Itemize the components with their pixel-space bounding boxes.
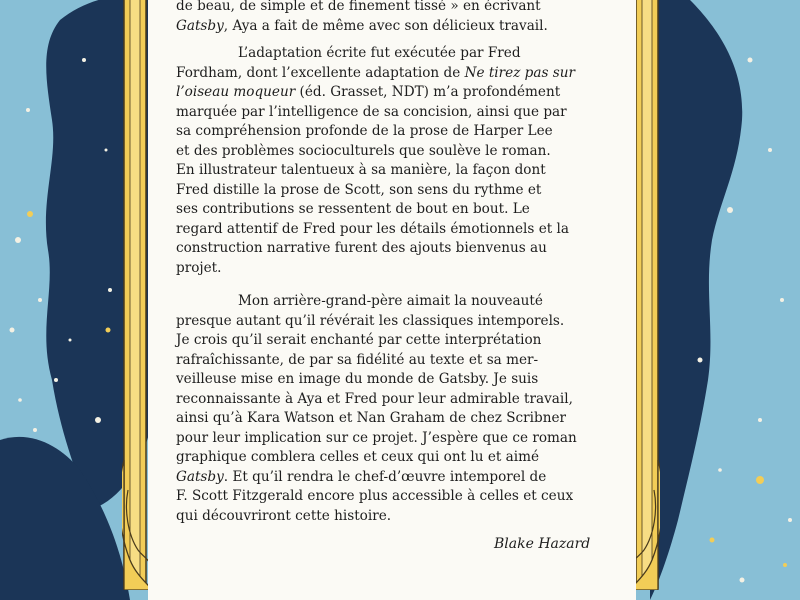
text-run: presque autant qu’il révérait les classiques intemporels.: [176, 312, 565, 329]
text-line: [176, 0, 541, 17]
text-run: pour leur implication sur ce projet. J’espère que ce roman: [176, 429, 577, 446]
text-line: [176, 64, 575, 84]
text-line: [238, 292, 543, 312]
text-line: [176, 161, 546, 181]
text-line: [176, 239, 547, 259]
text-run: Fordham, dont l’excellente adaptation de: [176, 64, 465, 81]
text-line: [238, 44, 521, 64]
italic-title: l’oiseau moqueur: [176, 84, 296, 100]
signature: Blake Hazard: [494, 536, 591, 552]
text-line: [176, 122, 553, 142]
text-run: L’adaptation écrite fut exécutée par Fred: [238, 45, 521, 61]
text-run: qui découvriront cette histoire.: [176, 507, 392, 524]
text-run: construction narrative furent des ajouts bienvenus au: [176, 240, 547, 256]
text-run: Mon arrière-grand-père aimait la nouveauté: [238, 293, 543, 309]
text-run: En illustrateur talentueux à sa manière, la façon dont: [176, 162, 546, 178]
text-line: [176, 200, 530, 220]
italic-title: Gatsby: [176, 17, 224, 34]
text-line: [176, 351, 538, 371]
text-run: ses contributions se ressentent de bout en bout. Le: [176, 201, 530, 217]
text-run: F. Scott Fitzgerald encore plus accessible à celles et ceux: [176, 488, 574, 504]
text-run: graphique comblera celles et ceux qui ont lu et aimé: [176, 449, 540, 465]
italic-title: Gatsby: [176, 468, 224, 485]
text-line: [176, 220, 569, 240]
text-run: ainsi qu’à Kara Watson et Nan Graham de chez Scribner: [176, 410, 567, 426]
text-line: [176, 487, 573, 507]
text-run: et des problèmes socioculturels que soulève le roman.: [176, 142, 551, 159]
text-line: [176, 83, 560, 103]
text-line: [176, 409, 566, 429]
text-run: (éd. Grasset, NDT) m’a profondément: [295, 84, 561, 100]
text-line: [176, 429, 577, 449]
text-run: regard attentif de Fred pour les détails émotionnels et la: [176, 220, 569, 237]
text-line: [176, 181, 541, 201]
text-run: de beau, de simple et de finement tissé » en écrivant: [176, 0, 541, 14]
text-line: [176, 312, 564, 332]
text-run: sa compréhension profonde de la prose de Harper Lee: [176, 123, 553, 139]
text-line: [176, 370, 538, 390]
text-line: [176, 17, 548, 37]
text-line: [176, 507, 391, 527]
text-run: reconnaissante à Aya et Fred pour leur admirable travail,: [176, 390, 573, 407]
text-run: Fred distille la prose de Scott, son sens du rythme et: [176, 181, 542, 198]
text-line: [176, 331, 541, 351]
text-line: [176, 390, 573, 410]
text-run: Je crois qu’il serait enchanté par cette interprétation: [176, 332, 542, 348]
text-run: projet.: [176, 259, 222, 276]
text-run: veilleuse mise en image du monde de Gatsby. Je suis: [176, 371, 539, 387]
text-line: [176, 468, 546, 488]
text-run: , Aya a fait de même avec son délicieux travail.: [223, 17, 548, 34]
text-line: [176, 448, 539, 468]
italic-title: Ne tirez pas sur: [464, 64, 576, 81]
text-run: . Et qu’il rendra le chef-d’œuvre intemporel de: [223, 468, 547, 485]
text-run: marquée par l’intelligence de sa concision, ainsi que par: [176, 103, 567, 120]
text-line: [176, 142, 551, 162]
text-run: rafraîchissante, de par sa fidélité au texte et sa mer-: [176, 351, 539, 368]
text-line: [176, 103, 567, 123]
text-line: [176, 259, 221, 279]
